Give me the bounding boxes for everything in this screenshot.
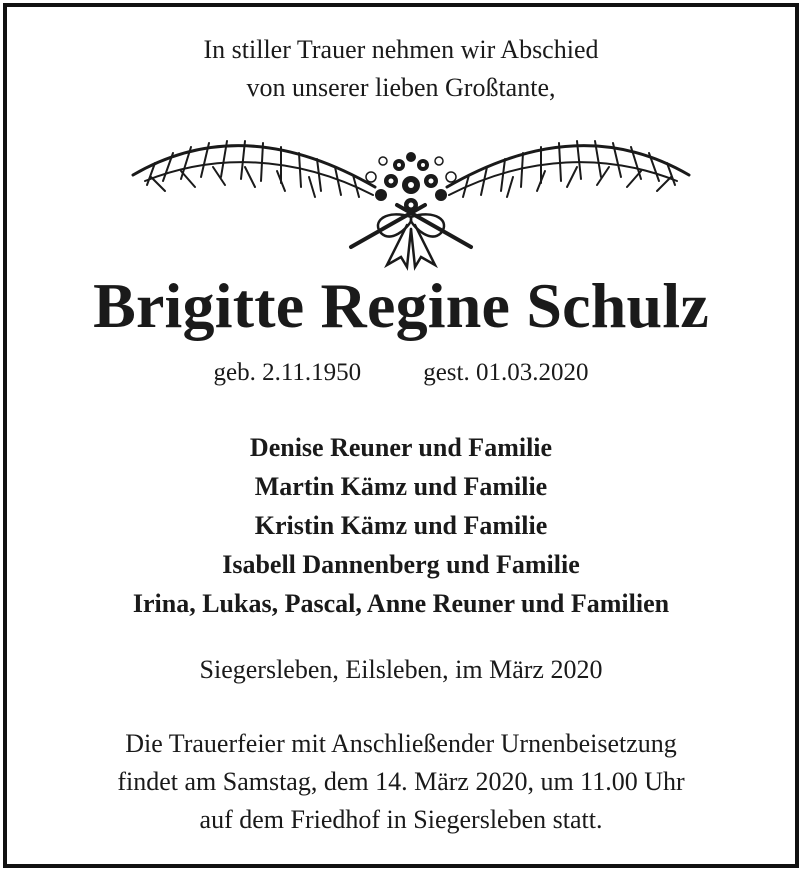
family-line-5: Irina, Lukas, Pascal, Anne Reuner und Familien <box>132 589 670 618</box>
palm-branches-bouquet-icon <box>125 125 697 271</box>
intro-line-1: In stiller Trauer nehmen wir Abschied <box>203 35 599 64</box>
birth-date: geb. 2.11.1950 <box>213 359 362 386</box>
obituary-notice <box>3 3 799 868</box>
ceremony-line-3: auf dem Friedhof in Siegersleben statt. <box>199 805 603 834</box>
death-date: gest. 01.03.2020 <box>423 359 589 386</box>
ceremony-line-1: Die Trauerfeier mit Anschließender Urnenbeisetzung <box>125 729 677 758</box>
family-line-4: Isabell Dannenberg und Familie <box>222 550 580 579</box>
family-line-2: Martin Kämz und Familie <box>254 472 548 501</box>
life-dates <box>7 359 795 387</box>
family-line-3: Kristin Kämz und Familie <box>254 511 548 540</box>
intro-line-2: von unserer lieben Großtante, <box>246 73 556 102</box>
family-line-1: Denise Reuner und Familie <box>249 433 553 462</box>
deceased-name: Brigitte Regine Schulz <box>93 270 709 341</box>
ceremony-line-2: findet am Samstag, dem 14. März 2020, um 11.00 Uhr <box>117 767 685 796</box>
place-and-date: Siegersleben, Eilsleben, im März 2020 <box>199 655 603 684</box>
